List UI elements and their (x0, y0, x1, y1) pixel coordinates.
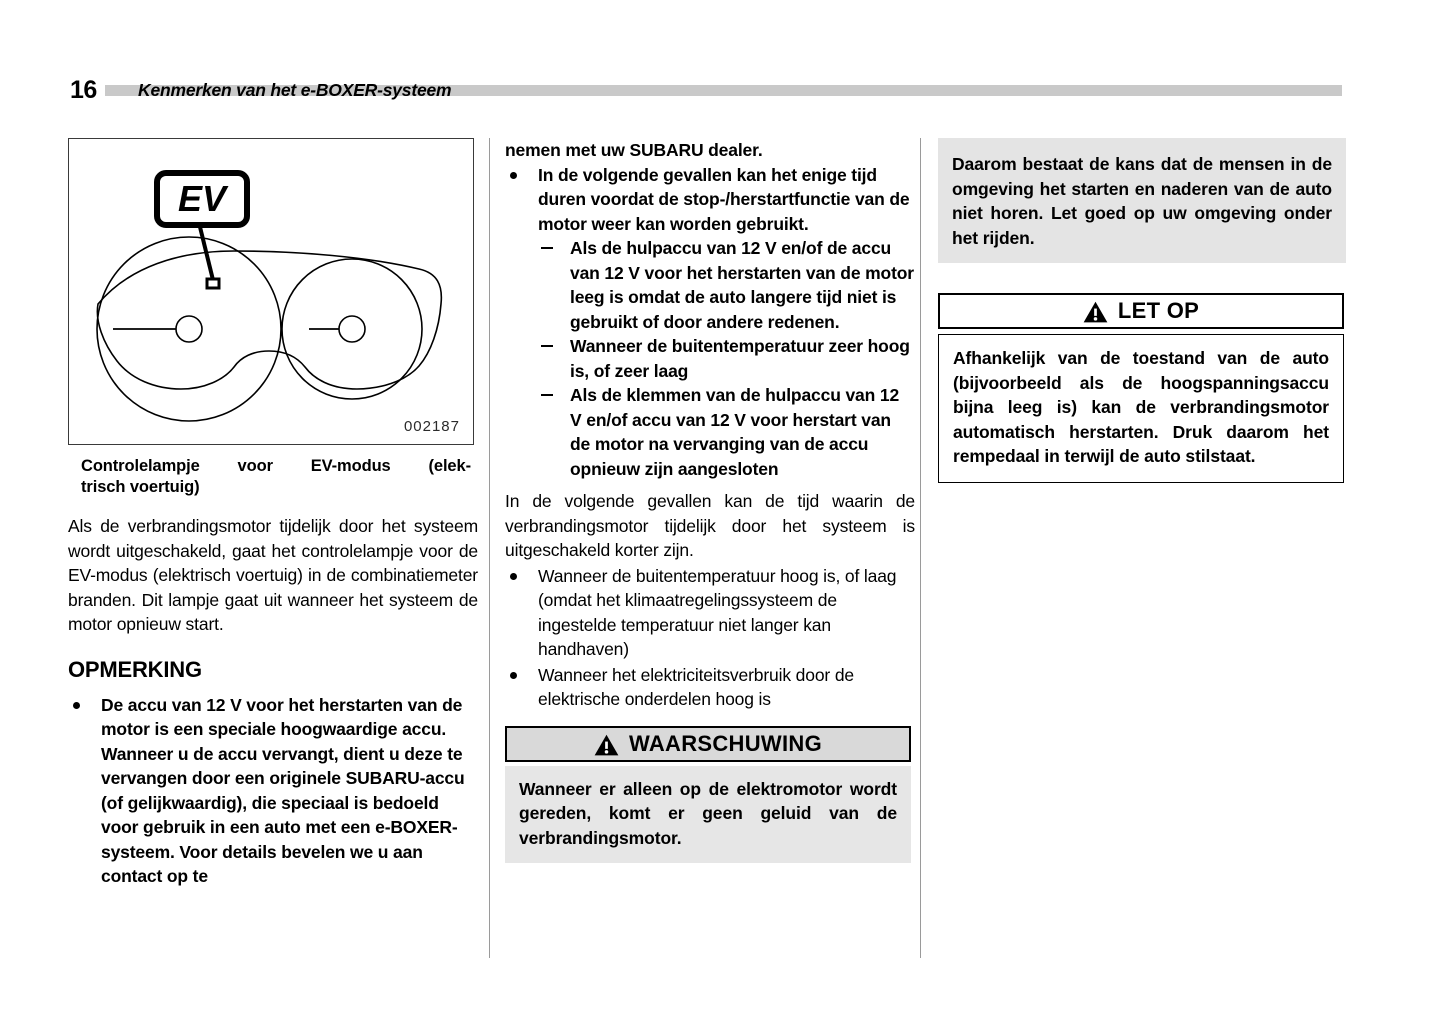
list-item (505, 163, 915, 482)
figure-caption (68, 456, 471, 498)
column-right (938, 138, 1348, 958)
column-divider-1 (489, 138, 490, 958)
caution-box-header (938, 293, 1344, 329)
cluster-illustration (69, 139, 472, 443)
bullet-1-text: In de volgende gevallen kan het enige tijd duren voordat de stop-/herstartfunctie van de motor weer kan worden gebruikt. (538, 164, 910, 234)
page-number: 16 (70, 76, 97, 104)
paragraph-2: In de volgende gevallen kan de tijd waarin de verbrandingsmotor tijdelijk door het systeem is uitgeschakeld korter zijn. (505, 491, 915, 560)
note-bullet-list (68, 693, 478, 889)
warning-box-label: WAARSCHUWING (628, 730, 823, 756)
list-item (538, 383, 915, 481)
list-item (538, 334, 915, 383)
bullet-dot-icon (510, 672, 517, 679)
caution-box-label: LET OP (1117, 298, 1200, 323)
page-body (0, 138, 1445, 958)
bullet-2-text: Wanneer de buitentemperatuur hoog is, of laag (omdat het klimaatregelingssysteem de ingestelde temperatuur niet langer kan handhaven) (538, 565, 897, 659)
column-divider-2 (920, 138, 921, 958)
list-item (505, 564, 915, 662)
note-heading: OPMERKING (68, 656, 202, 682)
shorter-time-bullet-list (505, 564, 915, 712)
caution-box (938, 293, 1344, 483)
intro-paragraph: Als de verbrandingsmotor tijdelijk door het systeem wordt uitgeschakeld, gaat het controlelampje voor de EV-modus (elektrisch voertuig) in de combinatiemeter branden. Dit lampje gaat uit wanneer het systeem de motor opnieuw start. (68, 516, 478, 634)
bullet-3-text: Wanneer het elektriciteitsverbruik door de elektrische onderdelen hoog is (538, 664, 854, 709)
figure-instrument-cluster (68, 138, 474, 445)
warning-triangle-icon (594, 734, 619, 756)
column-left (68, 138, 478, 958)
warning-box-text: Wanneer er alleen op de elektromotor wordt gereden, komt er geen geluid van de verbrandingsmotor. (505, 766, 911, 864)
bullet-dot-icon (510, 573, 517, 580)
bullet-dot-icon (510, 172, 517, 179)
sub-item-1-text: Als de hulpaccu van 12 V en/of de accu van 12 V voor het herstarten van de motor leeg is omdat de auto langere tijd niet is gebruikt of door andere redenen. (570, 238, 914, 332)
continued-text: nemen met uw SUBARU dealer. (505, 140, 763, 160)
warning-box (505, 726, 911, 864)
dash-marker-icon (541, 394, 553, 396)
sub-item-3-text: Als de klemmen van de hulpaccu van 12 V en/of accu van 12 V voor herstart van de motor na vervanging van de accu opnieuw zijn aangesloten (570, 385, 900, 479)
list-item (538, 236, 915, 334)
svg-text:EV: EV (177, 178, 227, 219)
column-middle (505, 138, 915, 958)
cases-sub-list (538, 236, 915, 481)
dash-marker-icon (541, 247, 553, 249)
caution-box-text: Afhankelijk van de toestand van de auto (bijvoorbeeld als de hoogspanningsaccu bijna leeg is) kan de verbrandingsmotor automatisch herstarten. Druk daarom het rempedaal in terwijl de auto stilstaat. (938, 334, 1344, 483)
figure-caption-line-2: trisch voertuig) (81, 478, 200, 496)
page-header (0, 74, 1445, 108)
page-title: Kenmerken van het e-BOXER-systeem (138, 80, 452, 100)
bullet-dot-icon (73, 702, 80, 709)
list-item (68, 693, 478, 889)
dash-marker-icon (541, 345, 553, 347)
spacer (938, 263, 1348, 293)
note-bullet-1-text: De accu van 12 V voor het herstarten van de motor is een speciale hoogwaardige accu. Wanneer u de accu vervangt, dient u deze te vervangen door een originele SUBARU-accu (of gelijkwaardig), die speciaal is bedoeld voor gebruik in een auto met een e-BOXER-systeem. Voor details bevelen we u aan contact op te (101, 694, 465, 886)
warning-box-header (505, 726, 911, 762)
figure-caption-line-1: Controlelampje voor EV-modus (elek- (81, 457, 471, 475)
sub-item-2-text: Wanneer de buitentemperatuur zeer hoog is, of zeer laag (570, 336, 910, 381)
figure-id-label: 002187 (403, 418, 460, 435)
warning-continuation-box: Daarom bestaat de kans dat de mensen in de omgeving het starten en naderen van de auto niet horen. Let goed op uw omgeving onder het rijden. (938, 138, 1346, 263)
list-item (505, 663, 915, 712)
warning-triangle-icon (1083, 301, 1108, 323)
cases-bullet-list (505, 163, 915, 482)
